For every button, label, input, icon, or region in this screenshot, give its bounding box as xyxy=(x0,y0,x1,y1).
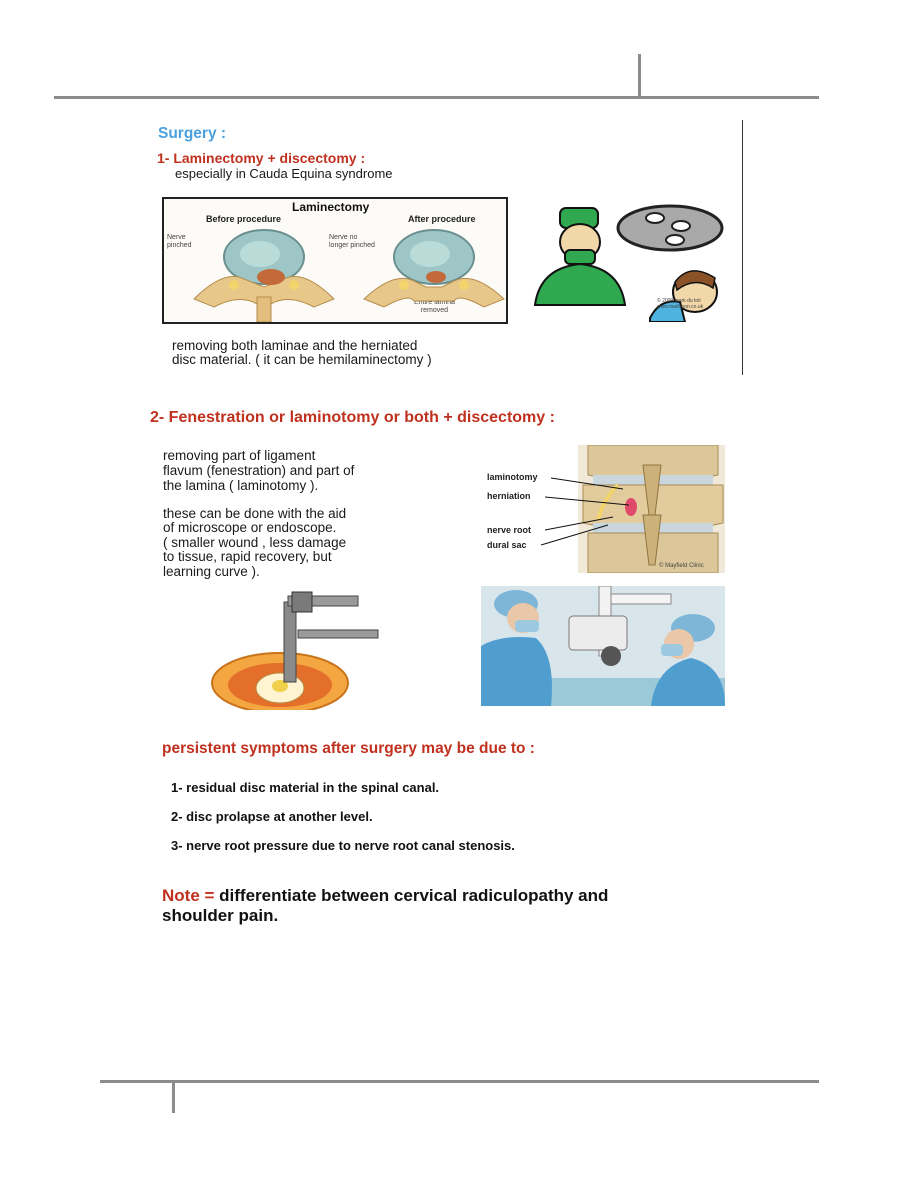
right-nerve-2 xyxy=(459,280,469,290)
left-surgeon-gown xyxy=(481,637,552,706)
lamp-bulb-2 xyxy=(672,221,690,231)
left-nerve-2 xyxy=(289,280,299,290)
endoscope-figure xyxy=(180,588,390,710)
surgeon-cartoon-art xyxy=(525,200,735,322)
fenestration-para1-line1: removing part of ligament xyxy=(163,448,316,463)
herniation-spot xyxy=(625,498,637,516)
fenestration-para2-line3: ( smaller wound , less damage xyxy=(163,535,347,550)
persistent-title: persistent symptoms after surgery may be due to : xyxy=(162,740,535,757)
endoscope-shaft xyxy=(284,602,296,682)
surgery-heading: Surgery : xyxy=(158,125,227,142)
endoscope-head xyxy=(292,592,312,612)
lamina-text-1: Entire lamina xyxy=(414,299,455,306)
microscope-head xyxy=(569,616,627,650)
persistent-item-2: 2- disc prolapse at another level. xyxy=(171,809,373,824)
laminectomy-figure-title: Laminectomy xyxy=(292,200,370,214)
persistent-item-3: 3- nerve root pressure due to nerve root canal stenosis. xyxy=(171,838,515,853)
fenestration-para2-line4: to tissue, rapid recovery, but xyxy=(163,549,332,564)
persistent-item-1: 1- residual disc material in the spinal canal. xyxy=(171,780,440,795)
label-herniation: herniation xyxy=(487,491,531,501)
right-herniation xyxy=(426,271,446,283)
laminotomy-illustration xyxy=(483,445,725,573)
cartoon-credit-1: © 2009 mark du toit xyxy=(657,298,701,304)
surgeon-gown xyxy=(535,264,625,305)
left-herniation xyxy=(257,269,285,285)
label-laminotomy: laminotomy xyxy=(487,472,538,482)
laminectomy-subtitle: especially in Cauda Equina syndrome xyxy=(175,166,393,181)
left-nucleus xyxy=(240,241,280,267)
label-nerve-root: nerve root xyxy=(487,525,532,535)
surgeon-mask xyxy=(565,250,595,264)
surgeon-cartoon xyxy=(525,200,735,322)
note-label: Note = xyxy=(162,886,215,905)
nerve-pinched-text-1: Nerve xyxy=(167,234,186,241)
laminectomy-illustration xyxy=(164,199,506,322)
laminectomy-desc-line2: disc material. ( it can be hemilaminectomy ) xyxy=(172,352,432,367)
cartoon-credit xyxy=(657,298,703,310)
left-nerve xyxy=(229,280,239,290)
note-line1 xyxy=(162,886,608,906)
microscope-arm xyxy=(611,594,671,604)
endoscope-illustration xyxy=(180,588,390,710)
before-label: Before procedure xyxy=(206,214,282,224)
header-rule xyxy=(54,96,819,99)
laminectomy-figure xyxy=(162,197,508,324)
nerve-no-text-2: longer pinched xyxy=(329,242,375,249)
lamina-text-2: removed xyxy=(420,307,449,314)
note-line2: shoulder pain. xyxy=(162,906,279,925)
nerve-no-text-1: Nerve no xyxy=(329,234,358,241)
footer-rule xyxy=(100,1080,819,1083)
microscope-lens xyxy=(601,646,621,666)
fenestration-para1-line2: flavum (fenestration) and part of xyxy=(163,463,355,478)
note-text-1: differentiate between cervical radiculopathy and xyxy=(214,886,609,905)
laminotomy-figure xyxy=(483,445,725,573)
microscope-photo xyxy=(481,586,725,706)
fenestration-title: 2- Fenestration or laminotomy or both + discectomy : xyxy=(150,409,555,426)
mayfield-credit: © Mayfield Clinic xyxy=(659,563,704,569)
right-surgeon-mask xyxy=(661,644,683,656)
label-dural-sac: dural sac xyxy=(487,540,527,550)
after-label: After procedure xyxy=(408,214,476,224)
lamp-bulb-1 xyxy=(646,213,664,223)
right-nucleus xyxy=(410,241,450,267)
fenestration-para2-line5: learning curve ). xyxy=(163,564,260,579)
header-divider xyxy=(638,54,641,98)
endoscope-handle xyxy=(298,630,378,638)
cartoon-credit-2: www.marktoon.co.uk xyxy=(657,304,704,310)
left-spinous xyxy=(257,297,271,322)
footer-divider xyxy=(172,1082,175,1113)
laminectomy-title: 1- Laminectomy + discectomy : xyxy=(157,150,366,166)
margin-line xyxy=(742,120,743,375)
right-nerve xyxy=(399,280,409,290)
laminectomy-desc-line1: removing both laminae and the herniated xyxy=(172,338,418,353)
fenestration-para2-line2: of microscope or endoscope. xyxy=(163,520,337,535)
lamp-bulb-3 xyxy=(666,235,684,245)
fenestration-para2-line1: these can be done with the aid xyxy=(163,506,347,521)
nerve-pinched-text-2: pinched xyxy=(167,242,192,249)
left-surgeon-mask xyxy=(515,620,539,632)
microscope-photo-art xyxy=(481,586,725,706)
fenestration-para1-line3: the lamina ( laminotomy ). xyxy=(163,478,319,493)
